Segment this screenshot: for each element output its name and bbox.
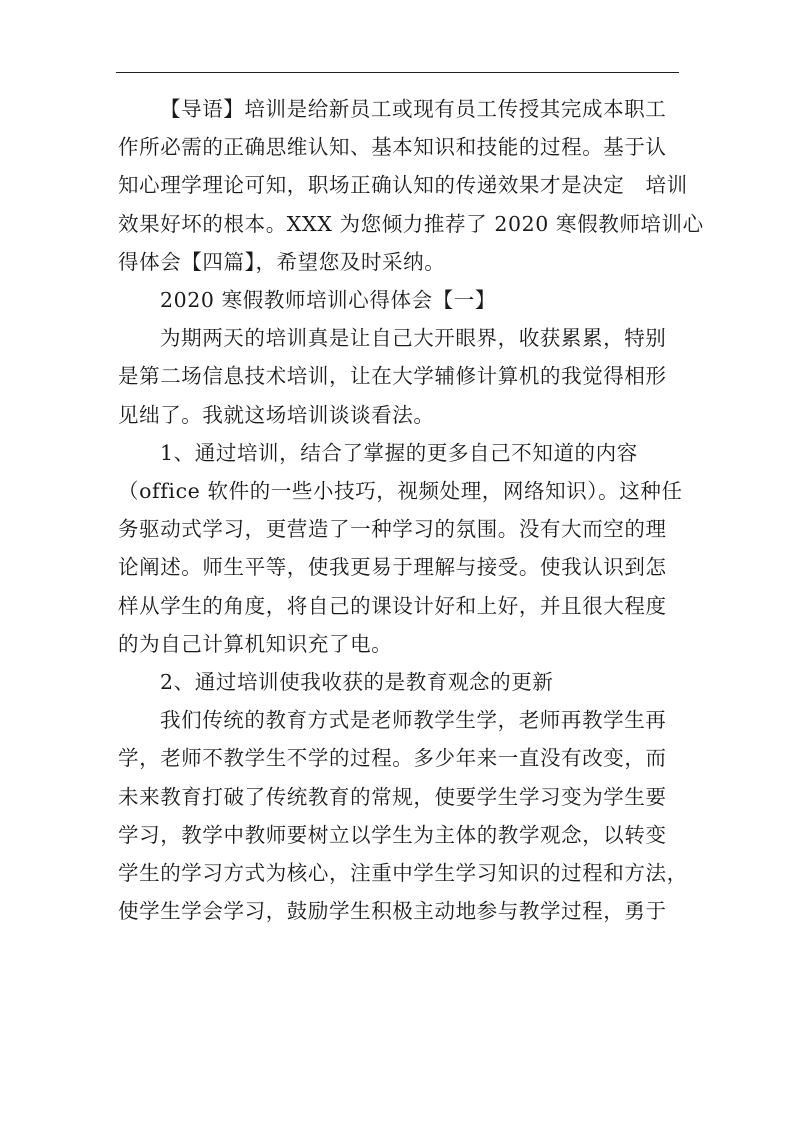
- text-line: 的为自己计算机知识充了电。: [118, 631, 393, 656]
- document-body: [118, 90, 704, 930]
- text-line: 为期两天的培训真是让自己大开眼界，收获累累，特别: [160, 326, 667, 351]
- text-line: 学，老师不教学生不学的过程。多少年来一直没有改变，而: [118, 746, 667, 771]
- text-line: 得体会【四篇】，希望您及时采纳。: [118, 249, 446, 274]
- body-paragraph: [118, 701, 688, 930]
- text-line: 1、通过培训，结合了掌握的更多自己不知道的内容: [160, 440, 638, 465]
- text-line: 知心理学理论可知，职场正确认知的传递效果才是决定 培训: [118, 173, 688, 198]
- text-line: 未来教育打破了传统教育的常规，使要学生学习变为学生要: [118, 784, 667, 809]
- text-line: （office 软件的一些小技巧，视频处理，网络知识）。这种任: [118, 479, 683, 504]
- text-line: 【导语】培训是给新员工或现有员工传授其完成本职工: [160, 97, 667, 121]
- text-line: 我们传统的教育方式是老师教学生学，老师再教学生再: [160, 708, 667, 733]
- header-rule: [116, 72, 679, 73]
- body-paragraph: [118, 434, 683, 663]
- numbered-point: [118, 663, 678, 701]
- text-line: 务驱动式学习，更营造了一种学习的氛围。没有大而空的理: [118, 517, 667, 542]
- text-line: 样从学生的角度，将自己的课设计好和上好，并且很大程度: [118, 593, 667, 618]
- text-line: 作所必需的正确思维认知、基本知识和技能的过程。基于认: [118, 135, 667, 160]
- text-line: 是第二场信息技术培训，让在大学辅修计算机的我觉得相形: [118, 364, 667, 389]
- text-line: 学生的学习方式为核心，注重中学生学习知识的过程和方法，: [118, 861, 688, 886]
- section-title: [118, 281, 678, 319]
- text-line: 论阐述。师生平等，使我更易于理解与接受。使我认识到怎: [118, 555, 667, 580]
- text-line: 2、通过培训使我收获的是教育观念的更新: [160, 670, 554, 695]
- text-line: 使学生学会学习，鼓励学生积极主动地参与教学过程，勇于: [118, 899, 667, 924]
- body-paragraph: [118, 319, 678, 434]
- text-line: 见绌了。我就这场培训谈谈看法。: [118, 402, 435, 427]
- intro-paragraph: [118, 90, 704, 281]
- text-line: 2020 寒假教师培训心得体会【一】: [160, 288, 496, 313]
- text-line: 学习，教学中教师要树立以学生为主体的教学观念，以转变: [118, 822, 667, 847]
- text-line: 效果好坏的根本。XXX 为您倾力推荐了 2020 寒假教师培训心: [118, 211, 704, 236]
